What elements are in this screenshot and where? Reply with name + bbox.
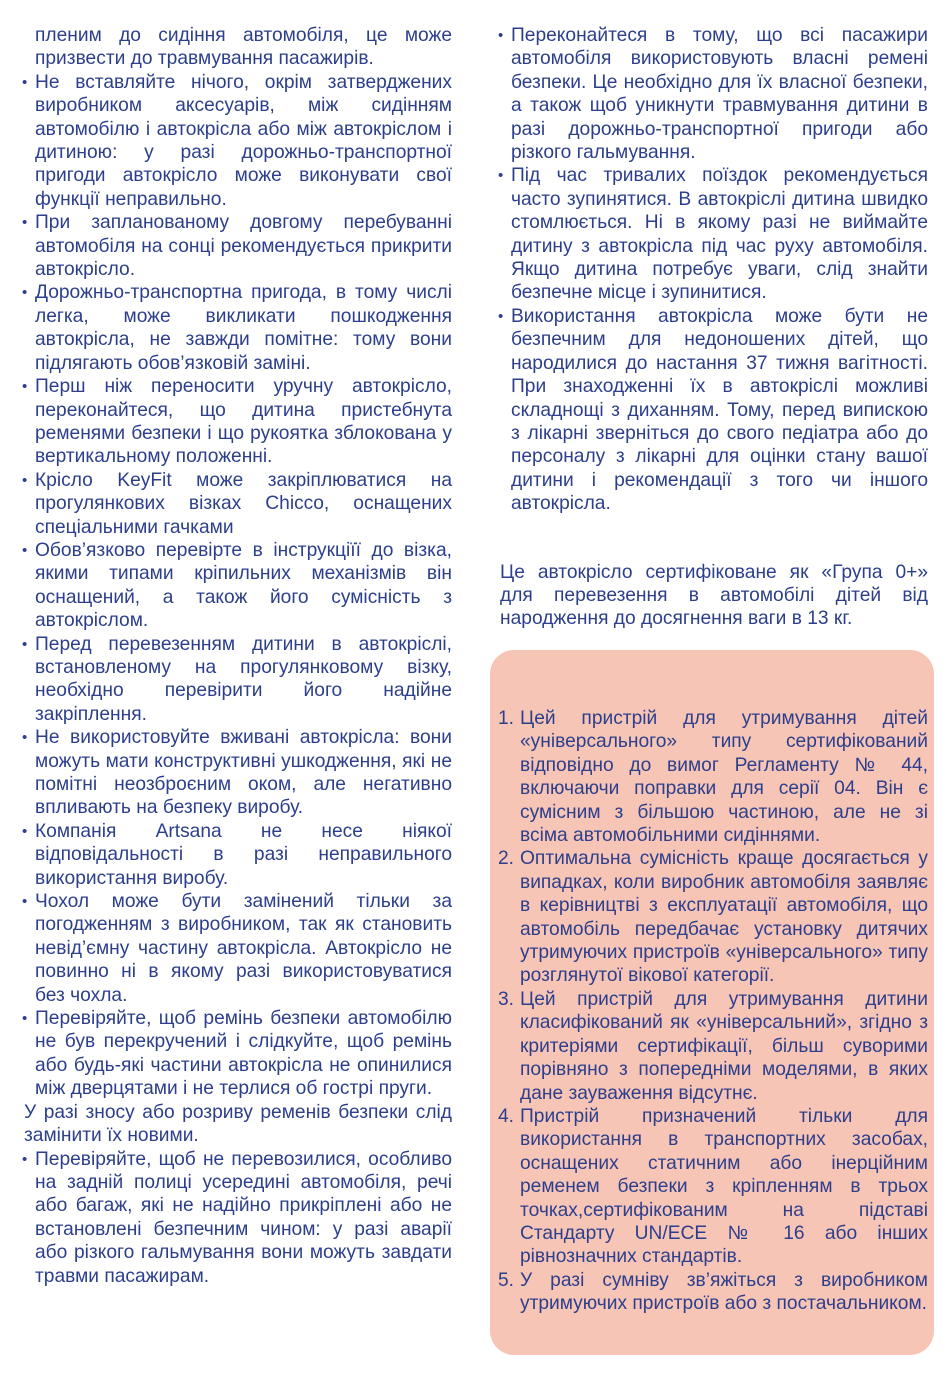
right-column <box>498 24 928 631</box>
note-item <box>498 988 928 1105</box>
note-text: Оптимальна сумісність краще досягається у випадках, коли виробник автомобіля заявляє в керівництві з експлуатації автомобіля, що автомобіль передбачає установку дитячих утримуючих пристроїв «універсального» типу розглянутої вікової категорії. <box>520 848 928 987</box>
list-item: • Під час тривалих поїздок рекомендується часто зупинятися. В автокріслі дитина швидко стомлюється. Ні в якому разі не виймайте дитину з автокрісла під час руху автомобіля. Якщо дитина потребує уваги, слід знайти безпечне місце і зупинитися. <box>498 164 928 304</box>
note-number: 4. <box>498 1105 515 1127</box>
list-item: • Крісло KeyFit може закріплюватися на прогулянкових візках Chicco, оснащених спеціальними гачками <box>22 469 452 539</box>
note-item <box>498 847 928 987</box>
belt-replacement-paragraph: У разі зносу або розриву ременів безпеки слід замінити їх новими. <box>24 1101 452 1147</box>
list-item: • Перевіряйте, щоб ремінь безпеки автомобілю не був перекручений і слідкуйте, щоб ремінь або будь-які частини автокрісла не опинилися між дверцятами і не терлися об гострі пруги. <box>22 1007 452 1101</box>
list-item: • Чохол може бути замінений тільки за погодженням з виробником, так як становить невід’ємну частину автокрісла. Автокрісло не повинно ні в якому разі використовуватися без чохла. <box>22 890 452 1007</box>
list-item: • Використання автокрісла може бути не безпечним для недоношених дітей, що народилися до настання 37 тижня вагітності. При знаходженні їх в автокріслі можливі складнощі з диханням. Тому, перед випискою з лікарні зверніться до свого педіатра або до персоналу з лікарні для оцінки стану вашої дитини і рекомендації з того чи іншого автокрісла. <box>498 305 928 516</box>
list-item: • Не вставляйте нічого, окрім затверджених виробником аксесуарів, між сидінням автомобілю і автокрісла або між автокріслом і дитиною: у разі дорожньо-транспортної пригоди автокрісло може виконувати свої функції неправильно. <box>22 71 452 211</box>
left-bullet-list-2 <box>22 1148 452 1288</box>
right-bullet-list <box>498 24 928 516</box>
list-item: • Перед перевезенням дитини в автокріслі, встановленому на прогулянковому візку, необхідно перевірити його надійне закріплення. <box>22 633 452 727</box>
list-item: • Дорожньо-транспортна пригода, в тому числі легка, може викликати пошкодження автокрісла, не завжди помітне: тому вони підлягають обов’язковій заміні. <box>22 281 452 375</box>
note-item <box>498 1105 928 1269</box>
list-item: • Переконайтеся в тому, що всі пасажири автомобіля використовують власні ремені безпеки. Це необхідно для їх власної безпеки, а також щоб уникнути травмування дитини в разі дорожньо-транспортної пригоди або різкого гальмування. <box>498 24 928 164</box>
list-item: • Обов’язково перевірте в інструкціїї до візка, якими типами кріпильних механізмів він оснащений, а також його сумісність з автокріслом. <box>22 539 452 633</box>
note-number: 3. <box>498 988 515 1010</box>
lead-paragraph: пленим до сидіння автомобіля, це може призвести до травмування пасажирів. <box>35 25 452 70</box>
note-text: Цей пристрій для утримування дітей «універсального» типу сертифікований відповідно до вимог Регламенту № 44, включаючи поправки для серії 04. Він є сумісним з більшою частиною, але не зі всіма автомобільними сидіннями. <box>520 708 928 847</box>
note-text: У разі сумніву зв’яжіться з виробником утримуючих пристроїв або з постачальником. <box>520 1269 928 1315</box>
note-text: Пристрій призначений тільки для використання в транспортних засобах, оснащених статичним або інерційним ременем безпеки з кріпленням в трьох точках,сертифікованим на підставі Стандарту UN/ECE № 16 або інших рівнозначних стандартів. <box>520 1105 928 1268</box>
list-item: • Компанія Artsana не несе ніякої відповідальності в разі неправильного використання виробу. <box>22 820 452 890</box>
note-number: 5. <box>498 1269 515 1291</box>
left-column <box>22 24 452 1288</box>
note-text: Цей пристрій для утримування дитини класифікований як «універсальний», згідно з критеріями сертифікації, більш суворими порівняно з попередніми моделями, в яких дане зауваження відсутнє. <box>520 988 928 1104</box>
list-item: • При запланованому довгому перебуванні автомобіля на сонці рекомендується прикрити автокрісло. <box>22 211 452 281</box>
list-item: • Не використовуйте вживані автокрісла: вони можуть мати конструктивні ушкодження, які не помітні неозброєним оком, але негативно впливають на безпеку виробу. <box>22 726 452 820</box>
note-number: 1. <box>498 708 515 729</box>
note-item <box>498 1269 928 1316</box>
list-item: • Перш ніж переносити уручну автокрісло, переконайтеся, що дитина пристебнута ременями безпеки і що рукоятка зблокована у вертикальному положенні. <box>22 375 452 469</box>
left-bullet-list <box>22 71 452 1101</box>
certification-paragraph: Це автокрісло сертифіковане як «Група 0+» для перевезення в автомобілі дітей від народження до досягнення ваги в 13 кг. <box>500 561 928 630</box>
list-item: • Перевіряйте, щоб не перевозилися, особливо на задній полиці усередині автомобіля, речі або багаж, які не надійно прикріплені або не встановлені безпечним чином: у разі аварії або різкого гальмування вони можуть завдати травми пасажирам. <box>22 1148 452 1288</box>
note-item <box>498 707 928 847</box>
note-number: 2. <box>498 848 515 870</box>
notes-list <box>498 707 928 1316</box>
